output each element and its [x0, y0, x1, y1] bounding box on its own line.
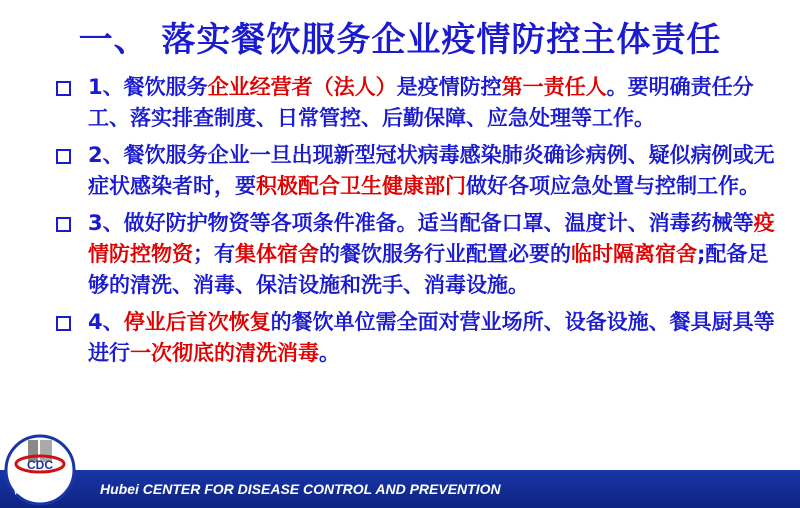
slide-title: 一、 落实餐饮服务企业疫情防控主体责任: [78, 20, 722, 60]
body-text: 的餐饮服务行业配置必要的: [319, 242, 571, 266]
body-text: 。要明确责任分工、落实排查制度、日常管控、后勤保障、应急处理等工作。: [88, 75, 754, 130]
logo-emblem-letters: CDC: [27, 458, 53, 472]
highlight-text: 第一责任人: [501, 75, 607, 99]
highlight-text: 疫情防控物资: [88, 211, 775, 266]
square-bullet-icon: [56, 149, 71, 164]
highlight-text: 停业后首次恢复: [123, 310, 271, 334]
square-bullet-icon: [56, 81, 71, 96]
bullet-text: [88, 143, 775, 198]
bullet-text: [88, 310, 775, 365]
bullet-item: [58, 208, 780, 301]
bullet-text: [88, 75, 754, 130]
highlight-text: 一次彻底的清洗消毒: [130, 341, 319, 365]
highlight-text: 企业经营者（法人）: [207, 75, 397, 99]
logo-caption: 湖北疾控: [14, 482, 63, 496]
square-bullet-icon: [56, 217, 71, 232]
body-text: ；有: [193, 242, 235, 266]
highlight-text: 临时隔离宿舍: [571, 242, 697, 266]
bullet-item: [58, 72, 780, 134]
body-text: 的餐饮单位需全面对营业场所、设备设施、餐具厨具等进行: [88, 310, 775, 365]
body-text: 2、餐饮服务企业一旦出现新型冠状病毒感染肺炎确诊病例、疑似病例或无症状感染者时，要: [88, 143, 775, 198]
body-text: ;配备足够的清洗、消毒、保洁设施和洗手、消毒设施。: [88, 242, 769, 297]
square-bullet-icon: [56, 316, 71, 331]
body-text: 1、餐饮服务: [88, 75, 208, 99]
bullet-text: [88, 211, 775, 297]
body-text: 3、做好防护物资等各项条件准备。适当配备口罩、温度计、消毒药械等: [88, 211, 754, 235]
bullet-item: [58, 307, 780, 369]
highlight-text: 积极配合卫生健康部门: [256, 174, 466, 198]
bullet-item: [58, 140, 780, 202]
body-text: 。: [319, 341, 340, 365]
body-text: 4、: [88, 310, 124, 334]
footer-org-name: Hubei CENTER FOR DISEASE CONTROL AND PREVENTION: [100, 481, 501, 497]
bullet-list: [58, 72, 780, 375]
body-text: 做好各项应急处置与控制工作。: [466, 174, 760, 198]
body-text: 是疫情防控: [396, 75, 502, 99]
highlight-text: 集体宿舍: [235, 242, 319, 266]
